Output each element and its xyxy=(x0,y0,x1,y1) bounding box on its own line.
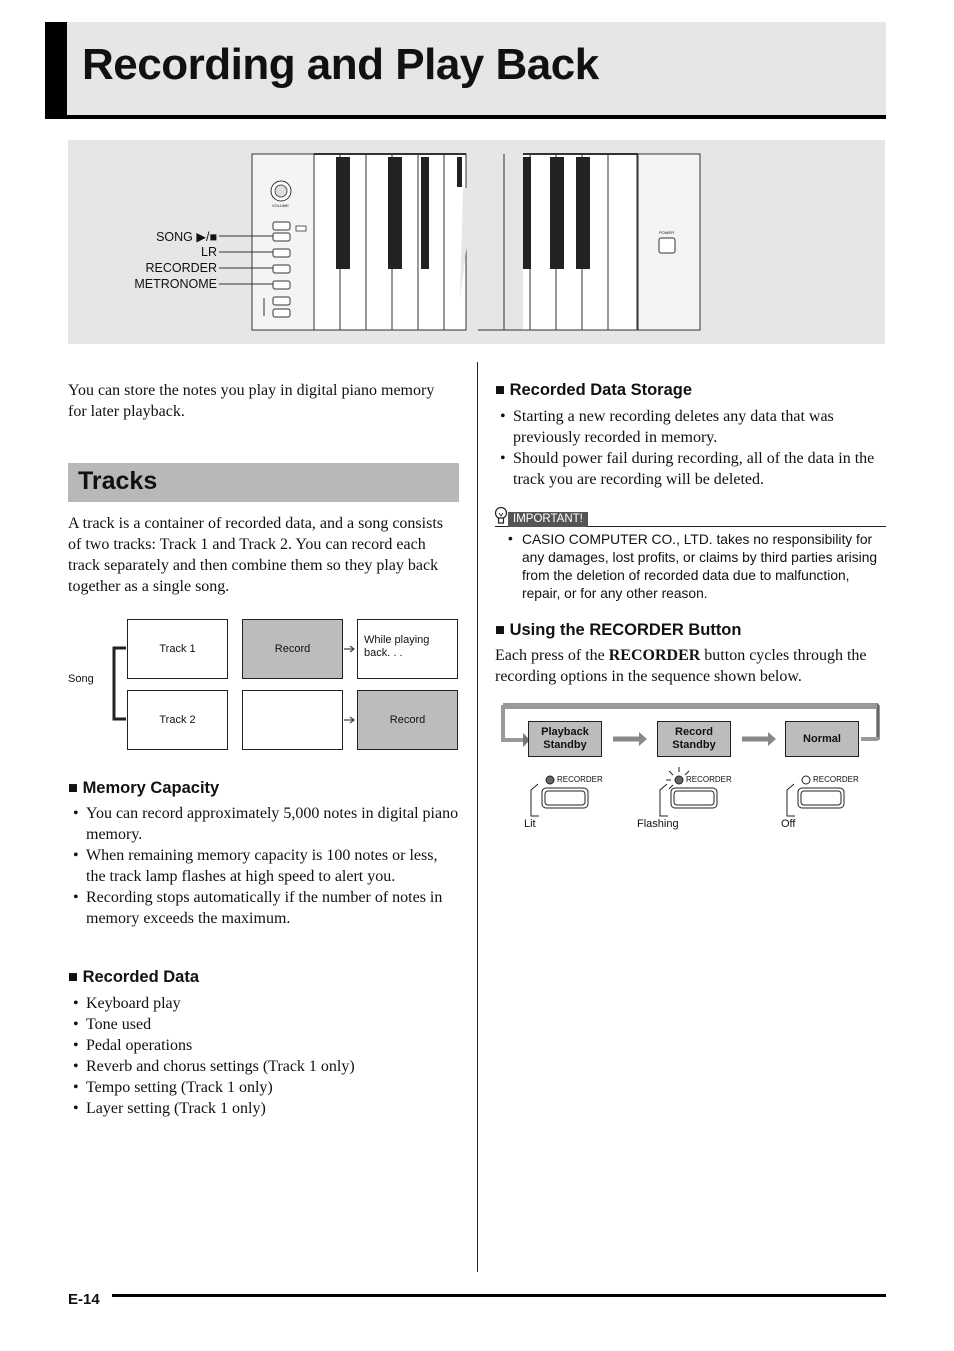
song-bracket xyxy=(106,646,128,722)
recorded-data-list xyxy=(68,993,460,1119)
recorder-flow-diagram xyxy=(495,700,887,840)
recorder-button-description: Each press of the RECORDER button cycles through the recording options in the sequence shown below. xyxy=(495,647,867,685)
list-item: • When remaining memory capacity is 100 notes or less, the track lamp flashes at high speed to alert you. xyxy=(68,845,460,887)
list-item: • Keyboard play xyxy=(68,993,460,1014)
recorded-data-heading: ■ Recorded Data xyxy=(68,968,200,986)
track-2-empty-box xyxy=(242,690,343,750)
square-bullet-icon: ■ xyxy=(68,968,78,986)
track-1-record-box xyxy=(242,619,343,679)
track-1-box xyxy=(127,619,228,679)
important-text: CASIO COMPUTER CO., LTD. takes no responsibility for any damages, lost profits, or claims by third parties arising from the deletion of recorded data due to malfunction, repair, or for any other reason. xyxy=(522,532,878,601)
recorder-button-flashing-icon xyxy=(654,764,724,820)
lit-label: Lit xyxy=(524,818,536,830)
tracks-description: A track is a container of recorded data, and a song consists of two tracks: Track 1 and Track 2. You can record each track separately and then combine them so they play back together as a single song. xyxy=(68,515,443,595)
track-2-box xyxy=(127,690,228,750)
lr-label: LR xyxy=(201,245,217,259)
track-1-record-label: Record xyxy=(274,643,311,655)
song-play-stop-label: SONG ▶/■ xyxy=(156,230,217,244)
recorder-button-heading: ■ Using the RECORDER Button xyxy=(495,621,742,639)
playback-standby-box: Playback Standby xyxy=(528,721,602,757)
track-2-label: Track 2 xyxy=(159,714,196,726)
important-badge: IMPORTANT! xyxy=(508,512,588,527)
while-playing-box xyxy=(357,619,458,679)
list-item: • Tone used xyxy=(68,1014,460,1035)
track-diagram xyxy=(68,618,460,752)
power-label: POWER xyxy=(659,230,675,235)
recorder-button-label: RECORDER xyxy=(813,775,859,784)
track-2-record-box xyxy=(357,690,458,750)
list-item: • Tempo setting (Track 1 only) xyxy=(68,1077,460,1098)
flashing-label: Flashing xyxy=(637,818,679,830)
list-item: • Recording stops automatically if the number of notes in memory exceeds the maximum. xyxy=(68,887,460,929)
track-1-label: Track 1 xyxy=(159,643,196,655)
memory-capacity-list xyxy=(68,803,460,929)
list-item: • You can record approximately 5,000 notes in digital piano memory. xyxy=(68,803,460,845)
square-bullet-icon: ■ xyxy=(495,381,505,399)
bullet-icon: • xyxy=(508,531,513,546)
page-number: E-14 xyxy=(68,1291,100,1308)
recorder-button-label: RECORDER xyxy=(557,775,603,784)
off-label: Off xyxy=(781,818,796,830)
recorder-button-label: RECORDER xyxy=(686,775,732,784)
record-standby-box: Record Standby xyxy=(657,721,731,757)
arrow-icon xyxy=(344,715,358,725)
song-label: Song xyxy=(68,673,94,685)
arrow-icon xyxy=(344,644,358,654)
intro-text: You can store the notes you play in digital piano memory for later playback. xyxy=(68,382,435,420)
recorded-data-storage-list xyxy=(495,406,887,490)
track-2-record-label: Record xyxy=(389,714,426,726)
recorder-label: RECORDER xyxy=(145,261,217,275)
square-bullet-icon: ■ xyxy=(68,779,78,797)
list-item: • Layer setting (Track 1 only) xyxy=(68,1098,460,1119)
tracks-heading: Tracks xyxy=(78,467,158,495)
page-title: Recording and Play Back xyxy=(82,40,599,89)
column-divider xyxy=(477,362,478,1272)
list-item: • Reverb and chorus settings (Track 1 only) xyxy=(68,1056,460,1077)
metronome-label: METRONOME xyxy=(134,277,217,291)
title-accent-bar xyxy=(45,22,67,115)
normal-box: Normal xyxy=(785,721,859,757)
footer-rule xyxy=(112,1294,886,1297)
volume-label: VOLUME xyxy=(272,203,289,208)
recorded-data-storage-heading: ■ Recorded Data Storage xyxy=(495,381,693,399)
memory-capacity-heading: ■ Memory Capacity xyxy=(68,779,220,797)
list-item: • Should power fail during recording, all of the data in the track you are recording will be deleted. xyxy=(495,448,887,490)
lightbulb-icon xyxy=(494,506,508,526)
list-item: • Pedal operations xyxy=(68,1035,460,1056)
square-bullet-icon: ■ xyxy=(495,621,505,639)
while-playing-label: While playing back. . . xyxy=(364,634,430,659)
list-item: • Starting a new recording deletes any data that was previously recorded in memory. xyxy=(495,406,887,448)
